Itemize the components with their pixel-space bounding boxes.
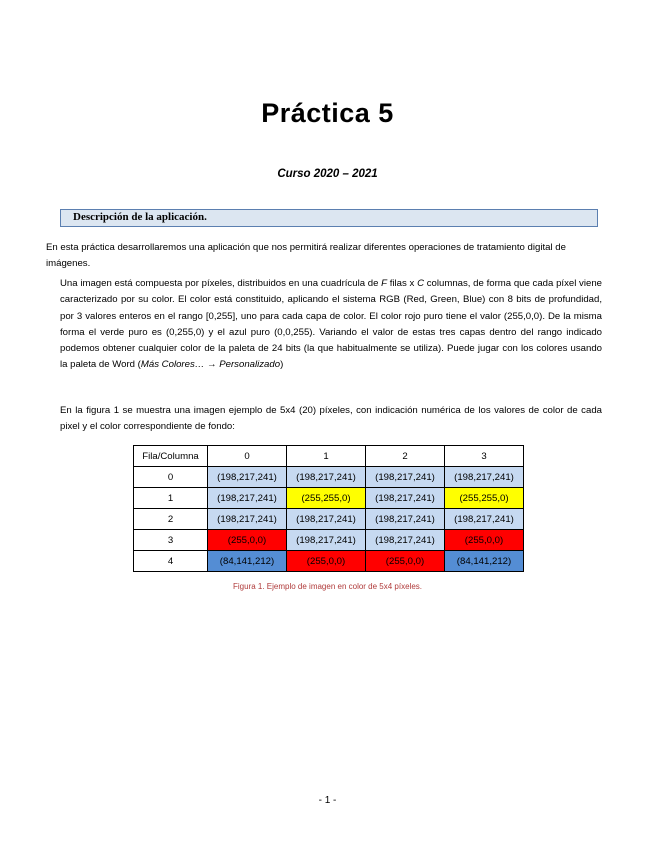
- pixel-table-container: [133, 445, 524, 572]
- text-run: ): [280, 359, 284, 371]
- table-row: [134, 530, 524, 551]
- pixel-cell: (198,217,241): [366, 509, 445, 530]
- intro-paragraph: En esta práctica desarrollaremos una aplicación que nos permitirá realizar diferentes operaciones de tratamiento digital de imágenes.: [46, 242, 566, 270]
- pixel-table: [133, 445, 524, 572]
- column-header: 2: [366, 446, 445, 467]
- pixel-cell: (84,141,212): [445, 551, 524, 572]
- text-run-italic: C: [417, 278, 424, 289]
- column-header: 0: [208, 446, 287, 467]
- text-run: columnas, de forma que cada píxel viene caracterizado por su color. El color está constituido, aplicando el sistema RGB (Red, Green, Blue) con 8 bits de profundidad, por 3 valores enteros en el rango [0,255], uno para cada capa de color. El color rojo puro tiene el valor (255,0,0). De la misma forma el verde puro es (0,255,0) y el azul puro (0,0,255). Variando el valor de estas tres capas dentro del rango indicado podemos obtener cualquier color de la paleta de 24 bits (la que habitualmente se utiliza). Puede jugar con los colores usando la paleta de Word (: [60, 278, 602, 371]
- pixel-cell: (198,217,241): [287, 509, 366, 530]
- text-run: filas x: [387, 278, 418, 289]
- pixel-cell: (255,0,0): [208, 530, 287, 551]
- table-row: [134, 551, 524, 572]
- row-header: 0: [134, 467, 208, 488]
- pixel-cell: (84,141,212): [208, 551, 287, 572]
- figure-caption: Figura 1. Ejemplo de imagen en color de 5x4 píxeles.: [233, 582, 422, 591]
- column-header: 1: [287, 446, 366, 467]
- table-corner-header: Fila/Columna: [134, 446, 208, 467]
- section-title: Descripción de la aplicación.: [73, 211, 207, 223]
- table-row: [134, 467, 524, 488]
- pixel-cell: (198,217,241): [445, 509, 524, 530]
- row-header: 1: [134, 488, 208, 509]
- column-header: 3: [445, 446, 524, 467]
- pixel-cell: (198,217,241): [366, 530, 445, 551]
- pixel-cell: (198,217,241): [208, 488, 287, 509]
- pixel-cell: (198,217,241): [445, 467, 524, 488]
- figure-intro-paragraph: En la figura 1 se muestra una imagen ejemplo de 5x4 (20) píxeles, con indicación numérica de los valores de color de cada pixel y el color correspondiente de fondo:: [60, 405, 602, 433]
- table-row: [134, 488, 524, 509]
- text-run-italic: F: [381, 278, 388, 289]
- pixel-cell: (198,217,241): [366, 467, 445, 488]
- row-header: 3: [134, 530, 208, 551]
- course-subtitle: Curso 2020 – 2021: [277, 168, 378, 180]
- pixel-cell: (255,0,0): [445, 530, 524, 551]
- row-header: 4: [134, 551, 208, 572]
- text-run: Una imagen está compuesta por píxeles, distribuidos en una cuadrícula de: [60, 278, 382, 289]
- pixel-cell: (255,255,0): [287, 488, 366, 509]
- pixel-cell: (198,217,241): [208, 467, 287, 488]
- page-title: Práctica 5: [261, 98, 394, 128]
- section-header: [60, 209, 598, 227]
- text-run-italic: Más Colores… → Personalizado: [140, 359, 281, 371]
- pixel-description-paragraph: [60, 276, 602, 374]
- table-header-row: [134, 446, 524, 467]
- pixel-cell: (255,0,0): [287, 551, 366, 572]
- page-number: - 1 -: [318, 795, 337, 806]
- pixel-cell: (198,217,241): [208, 509, 287, 530]
- pixel-cell: (198,217,241): [287, 530, 366, 551]
- pixel-cell: (255,0,0): [366, 551, 445, 572]
- table-row: [134, 509, 524, 530]
- pixel-cell: (198,217,241): [366, 488, 445, 509]
- row-header: 2: [134, 509, 208, 530]
- pixel-cell: (255,255,0): [445, 488, 524, 509]
- pixel-cell: (198,217,241): [287, 467, 366, 488]
